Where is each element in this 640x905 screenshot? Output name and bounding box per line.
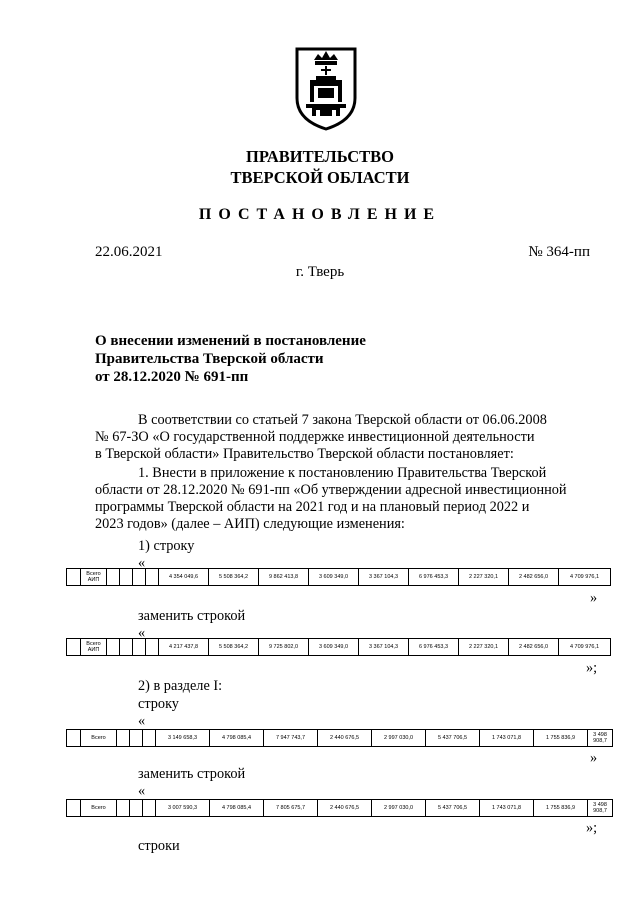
subject-line: О внесении изменений в постановление bbox=[95, 333, 366, 349]
empty-cell bbox=[67, 569, 81, 586]
org-name-line1: ПРАВИТЕЛЬСТВО bbox=[246, 147, 394, 166]
value-cell: 2 997 030,0 bbox=[372, 730, 426, 747]
paragraph-preamble bbox=[95, 412, 595, 463]
subitem-2-label: 2) в разделе I: bbox=[138, 678, 223, 694]
table-row-new-total-aip bbox=[66, 638, 611, 656]
value-cell: 9 862 413,8 bbox=[259, 569, 309, 586]
value-cell: 2 997 030,0 bbox=[372, 800, 426, 817]
value-cell: 4 709 976,1 bbox=[559, 639, 611, 656]
empty-cell bbox=[130, 730, 143, 747]
document-type: ПОСТАНОВЛЕНИЕ bbox=[198, 206, 442, 223]
empty-cell bbox=[107, 569, 120, 586]
open-quote: « bbox=[138, 625, 146, 641]
value-cell: 3 367 104,3 bbox=[359, 569, 409, 586]
empty-cell bbox=[67, 800, 81, 817]
value-cell: 2 440 676,5 bbox=[318, 730, 372, 747]
text-line: 2023 годов» (далее – АИП) следующие изменения: bbox=[95, 516, 405, 532]
value-cell: 4 217 437,8 bbox=[159, 639, 209, 656]
empty-cell bbox=[143, 730, 156, 747]
row-label: Всего АИП bbox=[81, 639, 107, 656]
replace-label: заменить строкой bbox=[138, 766, 246, 782]
document-number: № 364-пп bbox=[528, 244, 590, 260]
empty-cell bbox=[130, 800, 143, 817]
value-cell: 3 367 104,3 bbox=[359, 639, 409, 656]
text-line: В соответствии со статьей 7 закона Тверской области от 06.06.2008 bbox=[138, 412, 547, 428]
close-quote: » bbox=[590, 750, 598, 766]
close-quote-semicolon: »; bbox=[586, 660, 598, 676]
value-cell: 5 437 706,5 bbox=[426, 800, 480, 817]
table-row-old-total-aip bbox=[66, 568, 611, 586]
table-row-new-section1-total bbox=[66, 799, 613, 817]
value-cell: 3 149 658,3 bbox=[156, 730, 210, 747]
value-cell: 3 007 590,3 bbox=[156, 800, 210, 817]
value-cell: 1 755 836,9 bbox=[534, 730, 588, 747]
value-cell: 1 743 071,8 bbox=[480, 730, 534, 747]
subject-line: Правительства Тверской области bbox=[95, 351, 324, 367]
text-line: программы Тверской области на 2021 год и на плановый период 2022 и bbox=[95, 499, 530, 515]
row-label: Всего bbox=[81, 730, 117, 747]
row-label: Всего bbox=[81, 800, 117, 817]
value-cell: 7 805 675,7 bbox=[264, 800, 318, 817]
subject-line: от 28.12.2020 № 691-пп bbox=[95, 369, 249, 385]
empty-cell bbox=[133, 569, 146, 586]
empty-cell bbox=[67, 730, 81, 747]
value-cell: 2 482 656,0 bbox=[509, 569, 559, 586]
empty-cell bbox=[117, 730, 130, 747]
value-cell: 7 947 743,7 bbox=[264, 730, 318, 747]
subitem-1-label: 1) строку bbox=[138, 538, 195, 554]
rows-word: строки bbox=[138, 838, 180, 854]
close-quote: » bbox=[590, 590, 598, 606]
row-label: Всего АИП bbox=[81, 569, 107, 586]
open-quote: « bbox=[138, 555, 146, 571]
empty-cell bbox=[146, 639, 159, 656]
value-cell: 4 798 085,4 bbox=[210, 730, 264, 747]
value-cell: 1 743 071,8 bbox=[480, 800, 534, 817]
empty-cell bbox=[133, 639, 146, 656]
replace-label: заменить строкой bbox=[138, 608, 246, 624]
value-cell: 3 609 349,0 bbox=[309, 569, 359, 586]
value-cell: 2 227 320,1 bbox=[459, 569, 509, 586]
empty-cell bbox=[107, 639, 120, 656]
close-quote-semicolon: »; bbox=[586, 820, 598, 836]
text-line: № 67-ЗО «О государственной поддержке инвестиционной деятельности bbox=[95, 429, 535, 445]
org-name-line2: ТВЕРСКОЙ ОБЛАСТИ bbox=[230, 168, 410, 187]
text-line: в Тверской области» Правительство Тверской области постановляет: bbox=[95, 446, 514, 462]
value-cell: 3 609 349,0 bbox=[309, 639, 359, 656]
empty-cell bbox=[67, 639, 81, 656]
value-cell: 5 508 364,2 bbox=[209, 569, 259, 586]
document-city: г. Тверь bbox=[295, 264, 345, 280]
value-cell: 3 498 908,7 bbox=[588, 730, 613, 747]
empty-cell bbox=[143, 800, 156, 817]
row-word: строку bbox=[138, 696, 179, 712]
value-cell: 2 482 656,0 bbox=[509, 639, 559, 656]
value-cell: 3 498 908,7 bbox=[588, 800, 613, 817]
value-cell: 4 354 049,6 bbox=[159, 569, 209, 586]
text-line: 1. Внести в приложение к постановлению Правительства Тверской bbox=[138, 465, 547, 481]
text-line: области от 28.12.2020 № 691-пп «Об утверждении адресной инвестиционной bbox=[95, 482, 567, 498]
value-cell: 5 508 364,2 bbox=[209, 639, 259, 656]
value-cell: 2 440 676,5 bbox=[318, 800, 372, 817]
empty-cell bbox=[117, 800, 130, 817]
document-subject bbox=[95, 332, 366, 386]
value-cell: 9 725 802,0 bbox=[259, 639, 309, 656]
value-cell: 5 437 706,5 bbox=[426, 730, 480, 747]
value-cell: 4 798 085,4 bbox=[210, 800, 264, 817]
value-cell: 6 976 453,3 bbox=[409, 639, 459, 656]
coat-of-arms-emblem bbox=[294, 46, 358, 132]
empty-cell bbox=[120, 569, 133, 586]
value-cell: 1 755 836,9 bbox=[534, 800, 588, 817]
document-date: 22.06.2021 bbox=[95, 244, 163, 260]
value-cell: 4 709 976,1 bbox=[559, 569, 611, 586]
empty-cell bbox=[146, 569, 159, 586]
table-row-old-section1-total bbox=[66, 729, 613, 747]
open-quote: « bbox=[138, 783, 146, 799]
open-quote: « bbox=[138, 713, 146, 729]
value-cell: 2 227 320,1 bbox=[459, 639, 509, 656]
paragraph-item-1 bbox=[95, 465, 595, 533]
empty-cell bbox=[120, 639, 133, 656]
value-cell: 6 976 453,3 bbox=[409, 569, 459, 586]
